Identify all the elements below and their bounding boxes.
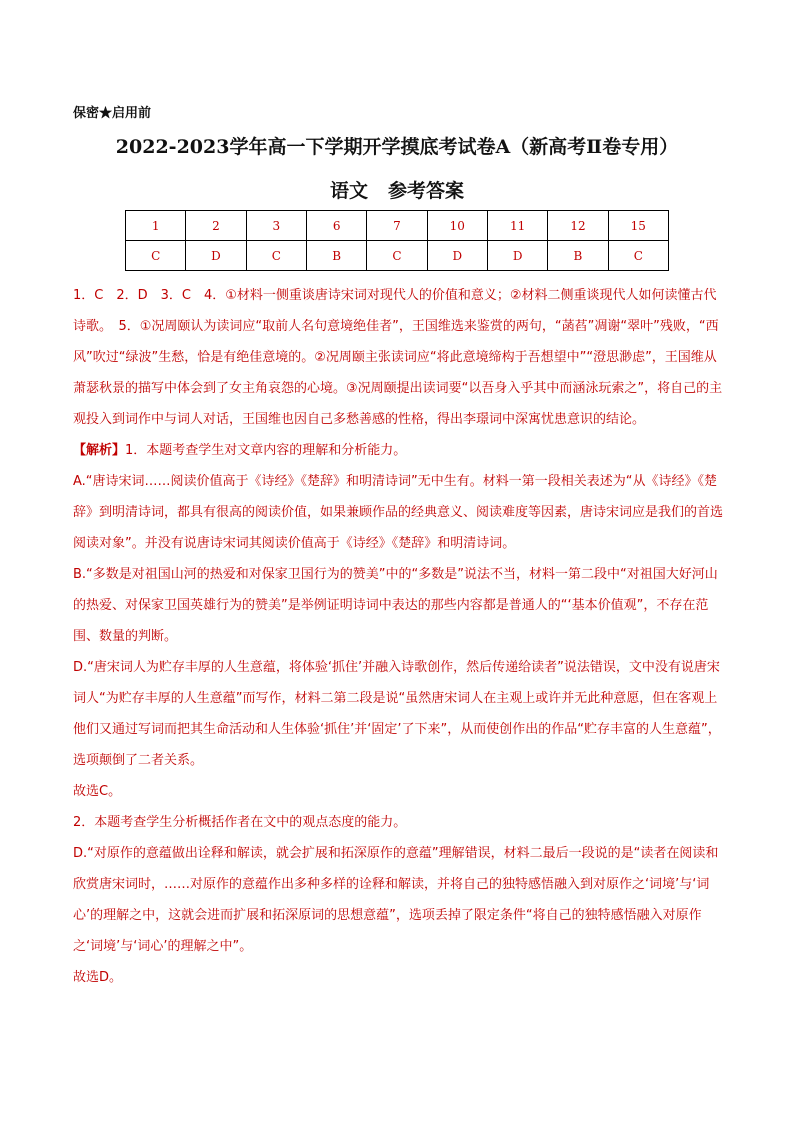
question-number-cell: 12 [548, 211, 608, 241]
document-subtitle [0, 176, 794, 203]
question-2-conclusion: 故选D。 [73, 970, 123, 985]
analysis-tag: 【解析】 [73, 443, 126, 458]
exam-title: 2022-2023学年高一下学期开学摸底考试卷A（新高考Ⅱ卷专用） [115, 136, 679, 158]
answer-cell: B [548, 241, 608, 271]
question-number-row [126, 211, 669, 241]
option-d-analysis-q1: D.“唐宋词人为贮存丰厚的人生意蕴，将体验‘抓住’并融入诗歌创作，然后传递给读者”说法错误，文中没有说唐宋词人“为贮存丰厚的人生意蕴”而写作，材料二第二段是说“虽然唐宋词人在主观上或许并无此种意愿，但在客观上他们又通过写词而把其生命活动和人生体验‘抓住’并‘固定’了下来”，从而使创作出的作品“贮存丰富的人生意蕴”，选项颠倒了二者关系。 [73, 660, 721, 768]
option-b-analysis: B.“多数是对祖国山河的热爱和对保家卫国行为的赞美”中的“多数是”说法不当，材料一第二段中“对祖国大好河山的热爱、对保家卫国英雄行为的赞美”是举例证明诗词中表达的那些内容都是普通人的“‘基本价值观”，不存在范围、数量的判断。 [73, 567, 718, 644]
answer-explanations [73, 280, 723, 993]
question-2-intro: 2．本题考查学生分析概括作者在文中的观点态度的能力。 [73, 815, 407, 830]
subject-label: 语文 [329, 180, 368, 202]
answer-row [126, 241, 669, 271]
option-d-analysis-q2: D.“对原作的意蕴做出诠释和解读，就会扩展和拓深原作的意蕴”理解错误，材料二最后一段说的是“读者在阅读和欣赏唐宋词时，……对原作的意蕴作出多种多样的诠释和解读，并将自己的独特感悟融入到对原作之‘词境’与‘词心’的理解之中，这就会进而扩展和拓深原词的思想意蕴”，选项丢掉了限定条件“将自己的独特感悟融入对原作之‘词境’与‘词心’的理解之中”。 [73, 846, 719, 954]
answer-table [125, 210, 669, 271]
question-number-cell: 15 [608, 211, 668, 241]
question-1-conclusion: 故选C。 [73, 784, 122, 799]
question-1-intro: 1．本题考查学生对文章内容的理解和分析能力。 [125, 443, 407, 458]
question-number-cell: 10 [427, 211, 487, 241]
question-number-cell: 2 [186, 211, 246, 241]
analysis-heading [73, 435, 723, 466]
question-number-cell: 3 [246, 211, 306, 241]
answer-cell: B [306, 241, 366, 271]
option-a-analysis: A.“唐诗宋词……阅读价值高于《诗经》《楚辞》和明清诗词”无中生有。材料一第一段相关表述为“从《诗经》《楚辞》到明清诗词，都具有很高的阅读价值，如果兼顾作品的经典意义、阅读难度等因素，唐诗宋词应是我们的首选阅读对象”。并没有说唐诗宋词其阅读价值高于《诗经》《楚辞》和明清诗词。 [73, 474, 724, 551]
confidential-mark: 保密★启用前 [73, 106, 152, 121]
answer-summary: 1．C 2．D 3．C 4．①材料一侧重谈唐诗宋词对现代人的价值和意义；②材料二侧重谈现代人如何读懂古代诗歌。 5．①况周颐认为读词应“取前人名句意境绝佳者”，王国维选来鉴赏的两句，“菡萏”凋谢“翠叶”残败，“西风”吹过“绿波”生愁，恰是有绝佳意境的。②况周颐主张读词应“将此意境缔构于吾想望中”“澄思渺虑”，王国维从萧瑟秋景的描写中体会到了女主角哀怨的心境。③况周颐提出读词要“以吾身入乎其中而涵泳玩索之”，将自己的主观投入到词作中与词人对话，王国维也因自己多愁善感的性格，得出李璟词中深寓忧患意识的结论。 [73, 288, 723, 427]
answer-cell: D [487, 241, 547, 271]
answer-cell: C [367, 241, 427, 271]
answer-cell: D [186, 241, 246, 271]
question-number-cell: 6 [306, 211, 366, 241]
question-number-cell: 7 [367, 211, 427, 241]
answer-cell: C [608, 241, 668, 271]
answer-cell: C [126, 241, 186, 271]
question-number-cell: 11 [487, 211, 547, 241]
answer-cell: C [246, 241, 306, 271]
answer-cell: D [427, 241, 487, 271]
question-number-cell: 1 [126, 211, 186, 241]
answer-key-label: 参考答案 [388, 180, 465, 202]
